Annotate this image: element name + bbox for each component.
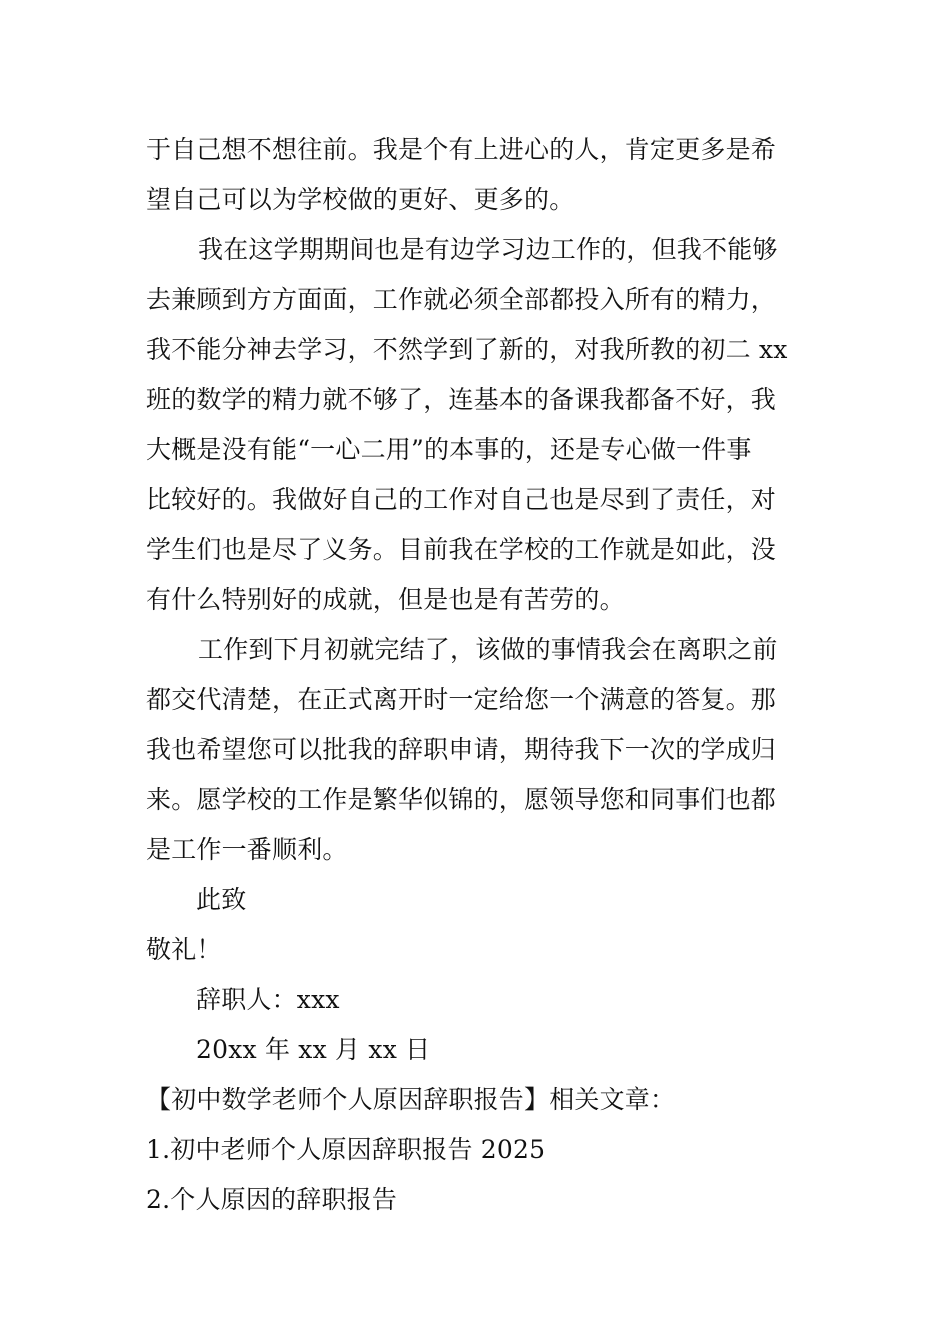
paragraph-2-line-5: 大概是没有能“一心二用”的本事的，还是专心做一件事 xyxy=(146,435,752,464)
paragraph-2-line-8: 有什么特别好的成就，但是也是有苦劳的。 xyxy=(146,585,625,614)
paragraph-3-line-4: 来。愿学校的工作是繁华似锦的，愿领导您和同事们也都 xyxy=(146,785,777,814)
closing-salute: 敬礼！ xyxy=(146,935,222,964)
paragraph-2-line-1: 我在这学期期间也是有边学习边工作的，但我不能够 xyxy=(198,235,778,264)
related-articles-heading: 【初中数学老师个人原因辞职报告】相关文章： xyxy=(146,1085,676,1114)
related-article-1[interactable]: 1.初中老师个人原因辞职报告 2025 xyxy=(146,1135,546,1164)
paragraph-2-line-6: 比较好的。我做好自己的工作对自己也是尽到了责任，对 xyxy=(146,485,777,514)
date-line: 20xx 年 xx 月 xx 日 xyxy=(196,1035,431,1064)
paragraph-2-line-2: 去兼顾到方方面面，工作就必须全部都投入所有的精力， xyxy=(146,285,777,314)
paragraph-3-line-1: 工作到下月初就完结了，该做的事情我会在离职之前 xyxy=(198,635,778,664)
paragraph-2-line-3: 我不能分神去学习，不然学到了新的，对我所教的初二 xx xyxy=(146,335,788,364)
paragraph-3-line-3: 我也希望您可以批我的辞职申请，期待我下一次的学成归 xyxy=(146,735,777,764)
paragraph-3-line-5: 是工作一番顺利。 xyxy=(146,835,348,864)
related-article-2[interactable]: 2.个人原因的辞职报告 xyxy=(146,1185,398,1214)
paragraph-1-line-2: 望自己可以为学校做的更好、更多的。 xyxy=(146,185,575,214)
paragraph-2-line-7: 学生们也是尽了义务。目前我在学校的工作就是如此，没 xyxy=(146,535,777,564)
paragraph-1-line-1: 于自己想不想往前。我是个有上进心的人，肯定更多是希 xyxy=(146,135,777,164)
closing-greeting: 此致 xyxy=(196,885,247,914)
signer-line: 辞职人：xxx xyxy=(196,985,340,1014)
paragraph-3-line-2: 都交代清楚，在正式离开时一定给您一个满意的答复。那 xyxy=(146,685,777,714)
paragraph-2-line-4: 班的数学的精力就不够了，连基本的备课我都备不好，我 xyxy=(146,385,777,414)
